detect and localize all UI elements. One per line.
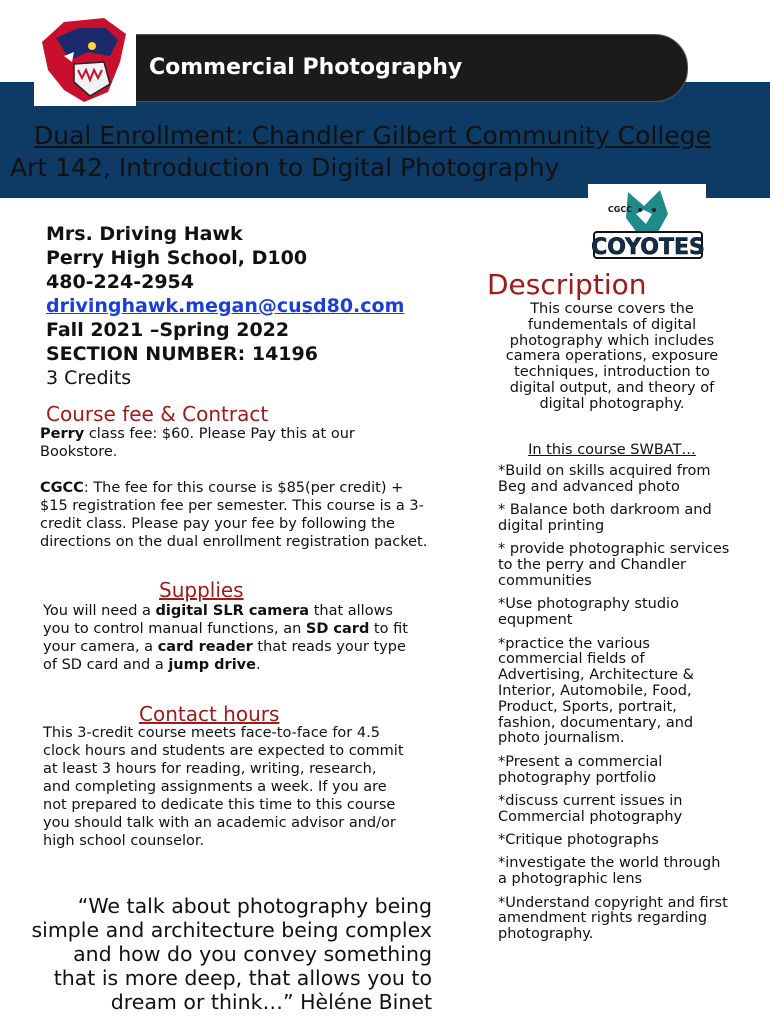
list-item: *Present a commercial photography portfolio [498, 753, 663, 786]
supplies-sd-card: SD card [305, 621, 370, 637]
phone-number: 480-224-2954 [46, 271, 194, 293]
cgcc-fee-detail: : The fee for this course is $85(per credit) + $15 registration fee per semester. This course is a 3-credit class. Please pay your fee by following the directions on the dual enrollment registration packet. [40, 480, 428, 550]
perry-fee-text [40, 425, 430, 461]
list-item: * provide photographic services to the perry and Chandler communities [498, 541, 730, 589]
email-link[interactable]: drivinghawk.megan@cusd80.com [46, 295, 405, 317]
list-item: *practice the various commercial fields of Advertising, Architecture & Interior, Automobile, Food, Product, Sports, portrait, fashion, documentary, and photo journalism. [498, 635, 694, 747]
teacher-name: Mrs. Driving Hawk [46, 223, 243, 245]
perry-fee-detail: class fee: $60. Please Pay this at our Bookstore. [40, 426, 355, 460]
swbat-list [498, 464, 730, 951]
list-item: *Build on skills acquired from Beg and advanced photo [498, 463, 711, 495]
school-name: Perry High School, D100 [46, 247, 308, 269]
list-item: * Balance both darkroom and digital printing [498, 502, 712, 534]
supplies-camera: digital SLR camera [155, 603, 310, 619]
swbat-heading: In this course SWBAT… [528, 442, 696, 458]
quote: “We talk about photography being simple and architecture being complex and how do you convey something that is more deep, that allows you to dream or think…” Hèléne Binet [31, 894, 432, 1014]
section-number: SECTION NUMBER: 14196 [46, 343, 318, 365]
supplies-text-3: to fit your camera, a [43, 621, 408, 655]
supplies-text-1: You will need a [43, 603, 156, 619]
panther-logo-icon [34, 12, 136, 106]
term: Fall 2021 –Spring 2022 [46, 319, 290, 341]
page-title: Commercial Photography [149, 55, 463, 80]
supplies-card-reader: card reader [157, 639, 253, 655]
supplies-heading: Supplies [159, 578, 244, 602]
list-item: *Understand copyright and first amendment rights regarding photography. [498, 894, 728, 943]
supplies-text-2: that allows you to control manual functions, an [43, 603, 393, 637]
credits: 3 Credits [46, 367, 132, 389]
description-text: This course covers the fundementals of digital photography which includes camera operations, exposure techniques, introduction to digital output, and theory of digital photography. [505, 301, 719, 412]
list-item: *discuss current issues in Commercial photography [498, 792, 683, 825]
list-item: *Critique photographs [498, 832, 659, 849]
contact-block [46, 222, 404, 390]
contact-hours-text: This 3-credit course meets face-to-face for 4.5 clock hours and students are expected to commit at least 3 hours for reading, writing, research, and completing assignments a week. If you are not prepared to dedicate this time to this course you should talk with an academic advisor and/or high school counselor. [43, 725, 404, 849]
list-item: *Use photography studio equpment [498, 596, 679, 629]
coyotes-logo-text: COYOTES [591, 235, 705, 260]
title-banner [118, 34, 688, 102]
dual-enrollment-heading [10, 120, 750, 184]
contact-hours-heading: Contact hours [139, 702, 280, 726]
dual-enrollment-link[interactable]: Dual Enrollment: Chandler Gilbert Community College [34, 121, 711, 150]
supplies-jump-drive: jump drive [168, 657, 256, 673]
coyotes-logo-icon [588, 184, 706, 268]
list-item: *investigate the world through a photographic lens [498, 855, 721, 888]
cgcc-logo-text: CGCC [607, 205, 633, 214]
supplies-text-5: . [255, 657, 261, 673]
fee-heading: Course fee & Contract [46, 402, 269, 426]
perry-label: Perry [40, 426, 85, 442]
cgcc-fee-text [40, 479, 430, 551]
supplies-text-4: that reads your type of SD card and a [43, 639, 406, 673]
supplies-text [43, 602, 415, 674]
cgcc-label: CGCC [40, 480, 84, 496]
course-name: Art 142, Introduction to Digital Photography [10, 153, 560, 182]
description-heading: Description [487, 268, 647, 301]
